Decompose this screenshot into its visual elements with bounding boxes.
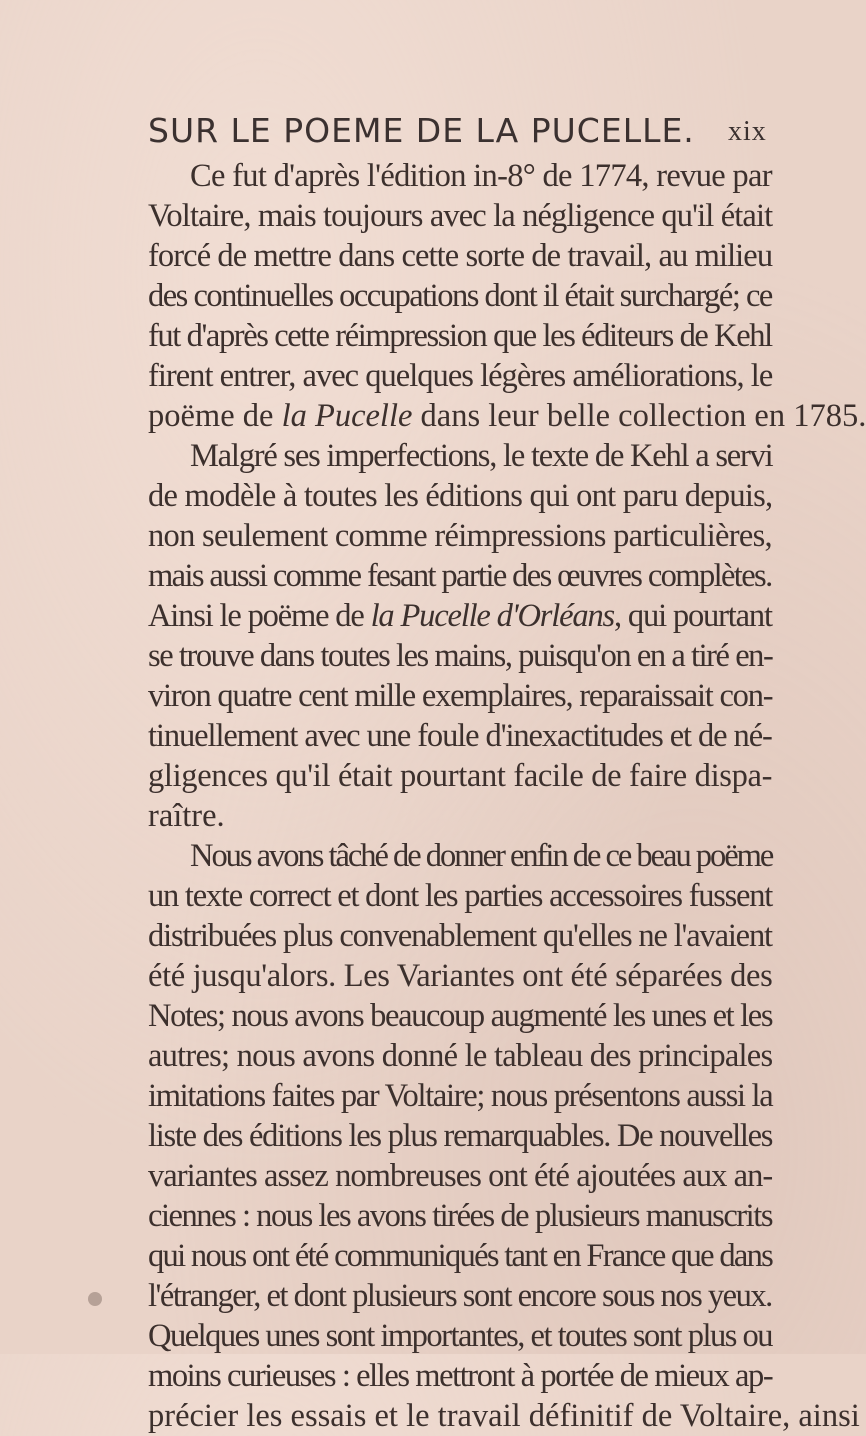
text-line: été jusqu'alors. Les Variantes ont été séparées des [148,958,773,994]
italic-title: la Pucelle d'Orléans [370,598,615,634]
text-line: Nous avons tâché de donner enfin de ce beau poëme [190,838,773,874]
text-line: de modèle à toutes les éditions qui ont paru depuis, [148,478,773,514]
page-number: xix [728,116,767,147]
text-line: Malgré ses imperfections, le texte de Kehl a servi [190,438,773,474]
text-line: gligences qu'il était pourtant facile de faire dispa- [148,758,773,794]
text-line: distribuées plus convenablement qu'elles ne l'avaient [148,918,772,954]
text-line: autres; nous avons donné le tableau des principales [148,1038,773,1074]
text-line: liste des éditions les plus remarquables. De nouvelles [148,1118,773,1154]
text-line: des continuelles occupations dont il était surchargé; ce [148,278,772,314]
text-line: Quelques unes sont importantes, et toutes sont plus ou [148,1318,773,1354]
text-line: Ainsi le poëme de la Pucelle d'Orléans, qui pourtant [148,598,772,634]
text-line: se trouve dans toutes les mains, puisqu'on en a tiré en- [148,638,773,674]
text-line: raître. [148,798,225,834]
text-line: forcé de mettre dans cette sorte de travail, au milieu [148,238,773,274]
text-line: précier les essais et le travail définitif de Voltaire, ainsi [148,1398,860,1434]
text-line: Notes; nous avons beaucoup augmenté les unes et les [148,998,773,1034]
text-line: mais aussi comme fesant partie des œuvres complètes. [148,558,772,594]
text-line: fut d'après cette réimpression que les éditeurs de Kehl [148,318,772,354]
text-line: viron quatre cent mille exemplaires, reparaissait con- [148,678,773,714]
text-line: variantes assez nombreuses ont été ajoutées aux an- [148,1158,773,1194]
text-line: un texte correct et dont les parties accessoires fussent [148,878,773,914]
text-line: non seulement comme réimpressions particulières, [148,518,772,554]
text-line: tinuellement avec une foule d'inexactitudes et de né- [148,718,772,754]
text-line: moins curieuses : elles mettront à portée de mieux ap- [148,1358,773,1394]
text-line: Voltaire, mais toujours avec la négligence qu'il était [148,198,773,234]
text-line: Ce fut d'après l'édition in-8° de 1774, revue par [190,158,772,194]
italic-title: la Pucelle [281,398,413,434]
ink-spot [88,1292,102,1306]
running-head [148,106,778,156]
text-line: ciennes : nous les avons tirées de plusieurs manuscrits [148,1198,773,1234]
text-line: qui nous ont été communiqués tant en France que dans [148,1238,773,1274]
running-title: SUR LE POEME DE LA PUCELLE. [148,111,695,150]
text-line: imitations faites par Voltaire; nous présentons aussi la [148,1078,773,1114]
text-line: firent entrer, avec quelques légères améliorations, le [148,358,773,394]
text-line: l'étranger, et dont plusieurs sont encore sous nos yeux. [148,1278,772,1314]
text-line: poëme de la Pucelle dans leur belle collection en 1785. [148,398,866,434]
